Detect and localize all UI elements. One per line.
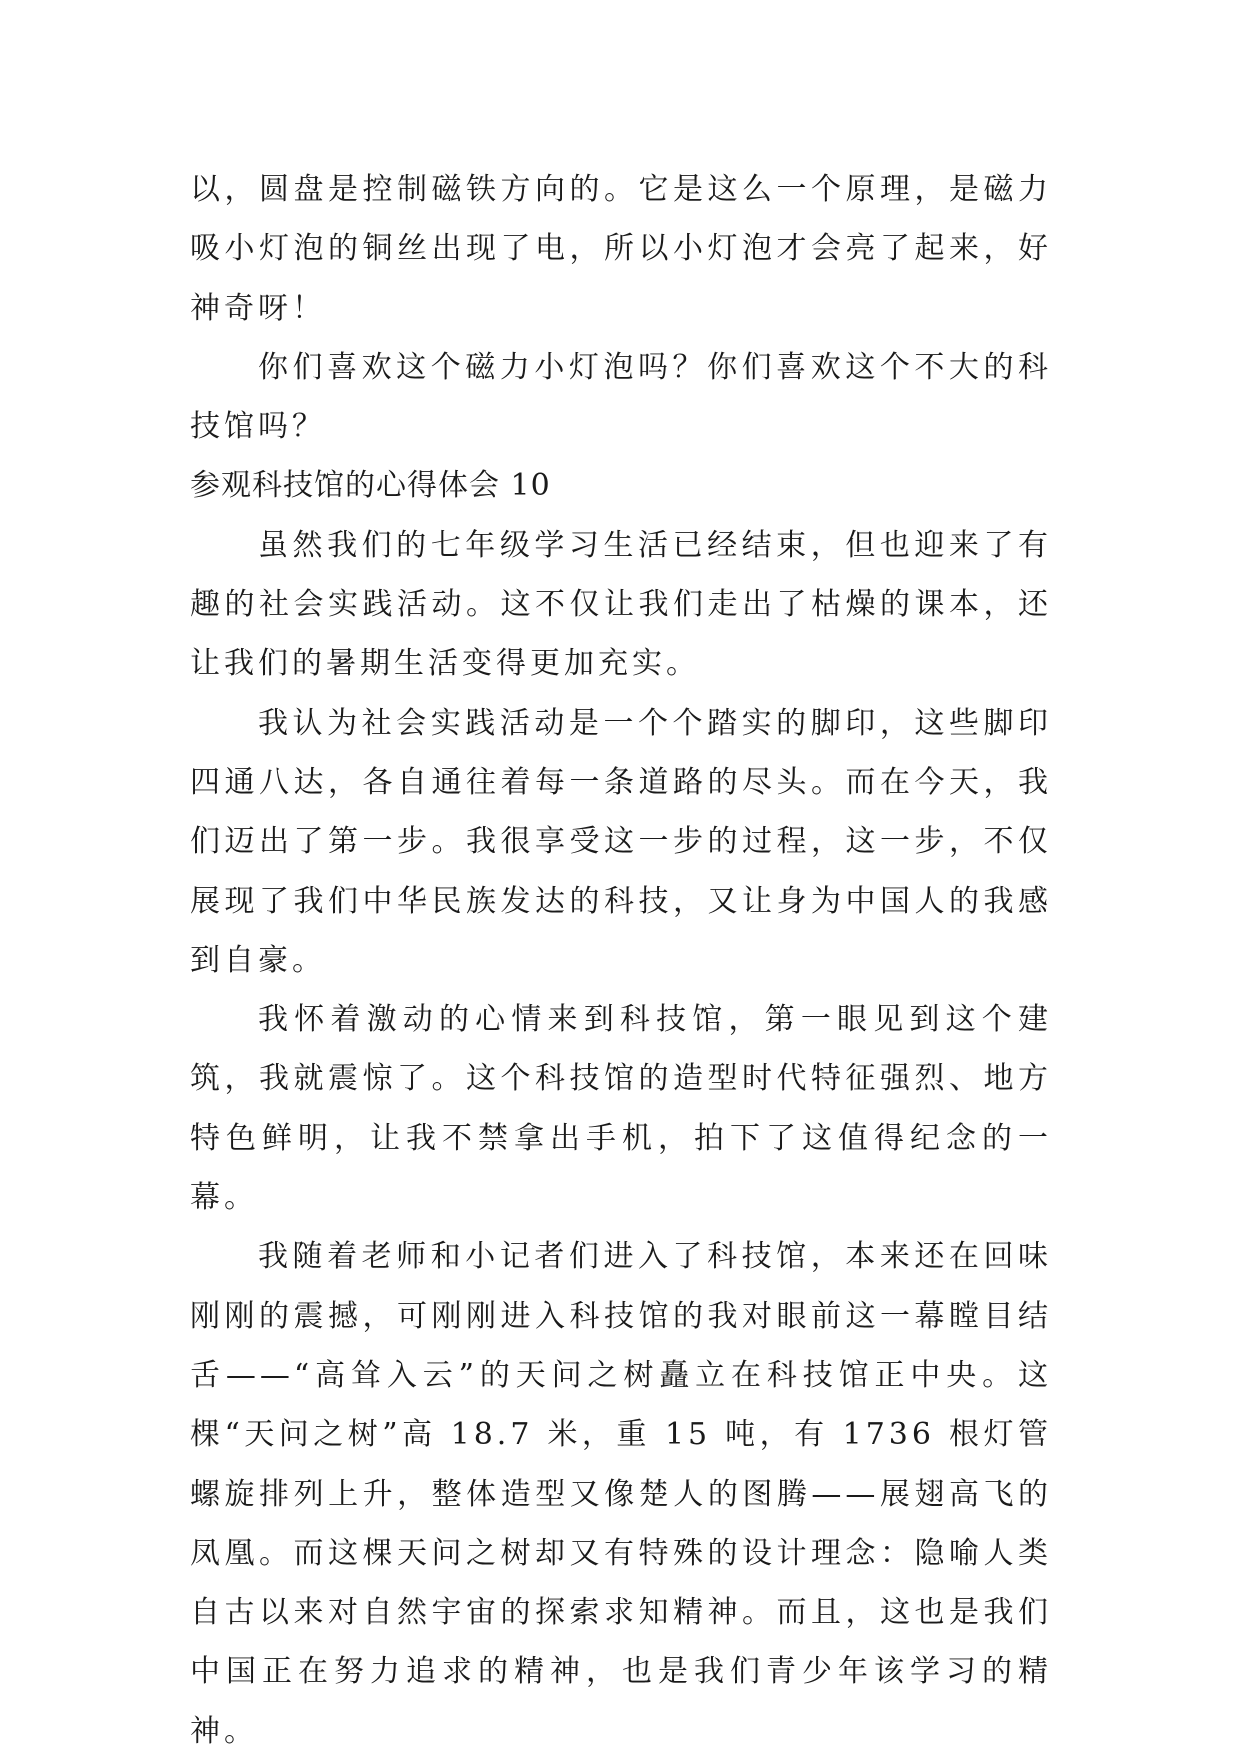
paragraph-arrival: 我怀着激动的心情来到科技馆，第一眼见到这个建筑，我就震惊了。这个科技馆的造型时代特征强烈、地方特色鲜明，让我不禁拿出手机，拍下了这值得纪念的一幕。 [190,1002,1052,1216]
paragraph-footprints: 我认为社会实践活动是一个个踏实的脚印，这些脚印四通八达，各自通往着每一条道路的尽头。而在今天，我们迈出了第一步。我很享受这一步的过程，这一步，不仅展现了我们中华民族发达的科技，又让身为中国人的我感到自豪。 [190,705,1052,978]
paragraph-continuation: 以，圆盘是控制磁铁方向的。它是这么一个原理，是磁力吸小灯泡的铜丝出现了电，所以小灯泡才会亮了起来，好神奇呀！ [190,172,1052,326]
paragraph-tree: 我随着老师和小记者们进入了科技馆，本来还在回味刚刚的震撼，可刚刚进入科技馆的我对眼前这一幕瞠目结舌——“高耸入云”的天问之树矗立在科技馆正中央。这棵“天问之树”高 18.7 米，重 15 吨，有 1736 根灯管螺旋排列上升，整体造型又像楚人的图腾——展翅高飞的凤凰。而这棵天问之树却又有特殊的设计理念：隐喻人类自古以来对自然宇宙的探索求知精神。而且，这也是我们中国正在努力追求的精神，也是我们青少年该学习的精神。 [190,1239,1052,1749]
section-heading: 参观科技馆的心得体会 10 [190,468,551,504]
document-body [190,160,1052,1761]
paragraph-question: 你们喜欢这个磁力小灯泡吗？你们喜欢这个不大的科技馆吗？ [190,349,1052,445]
paragraph-intro: 虽然我们的七年级学习生活已经结束，但也迎来了有趣的社会实践活动。这不仅让我们走出了枯燥的课本，还让我们的暑期生活变得更加充实。 [190,527,1052,682]
